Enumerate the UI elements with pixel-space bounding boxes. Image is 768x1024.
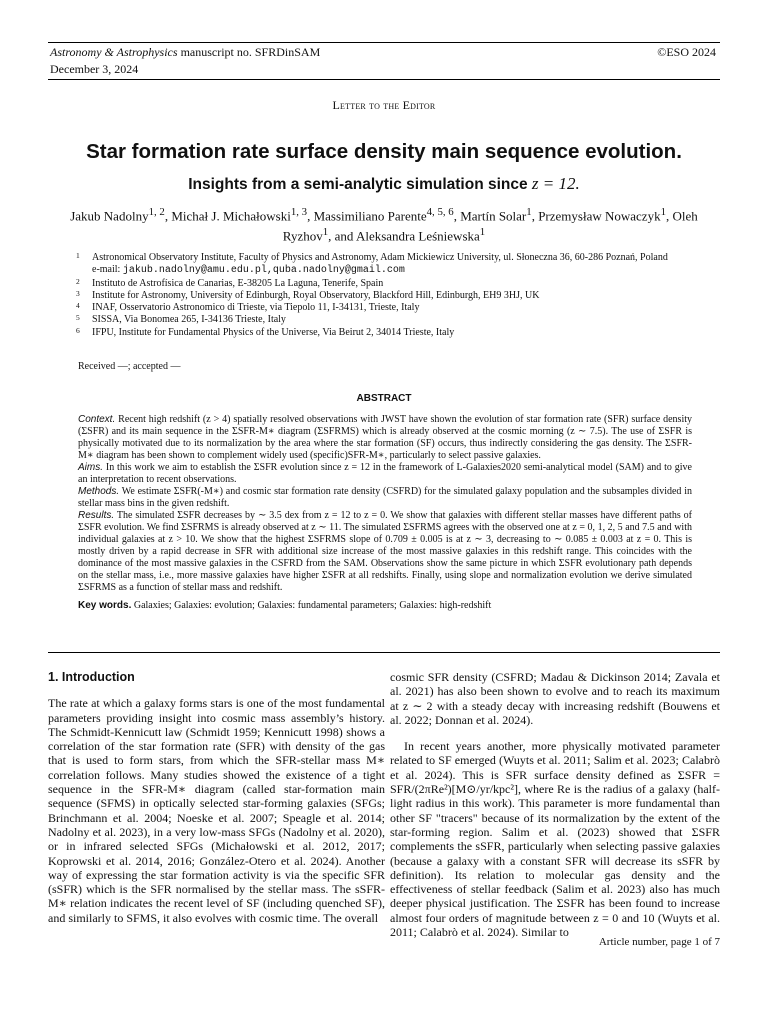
author: Massimiliano Parente: [313, 208, 427, 224]
affiliation-text: Institute for Astronomy, University of Edinburgh, Royal Observatory, Blackford Hill, Edinburgh, EH9 3HJ, UK: [92, 289, 540, 301]
author: Michał J. Michałowski: [171, 208, 291, 224]
left-column: [48, 670, 385, 925]
affiliation-number: 2: [76, 276, 80, 286]
author-affiliation: 4, 5, 6: [426, 206, 454, 218]
abstract-body: [78, 414, 692, 612]
aims-text: In this work we aim to establish the ΣSFR evolution since z = 12 in the framework of L-Galaxies2020 semi-analytical model (SAM) and to give an interpretation to recent observations.: [78, 462, 692, 485]
affiliation-text: INAF, Osservatorio Astronomico di Trieste, via Tiepolo 11, I-34131, Trieste, Italy: [92, 302, 420, 314]
running-header: [48, 42, 720, 80]
affiliation-number: 6: [76, 325, 80, 335]
affiliation-item: [76, 290, 716, 302]
affiliation-text: IFPU, Institute for Fundamental Physics of the Universe, Via Beirut 2, 34014 Trieste, Italy: [92, 326, 455, 338]
author-affiliation: 1: [479, 226, 486, 239]
author: Aleksandra Leśniewska: [355, 228, 480, 244]
affiliation-text: SISSA, Via Bonomea 265, I-34136 Trieste, Italy: [92, 314, 286, 326]
right-column: [390, 670, 720, 939]
abstract-context: [78, 414, 692, 462]
author-affiliation: 1, 3: [290, 206, 308, 218]
results-label: Results.: [78, 510, 115, 521]
methods-label: Methods.: [78, 486, 120, 497]
results-text: The simulated ΣSFR decreases by ∼ 3.5 dex from z = 12 to z = 0. We show that galaxies with different stellar masses have different paths of ΣSFR evolution. We find ΣSFRMS is already observed at z ∼ 11. The simulated ΣSFRMS agrees with the observed one at z = 0, 1, 2, 5 and 7.5 and with individual galaxies at z > 10. We show that the highest ΣSFRMS slope of 0.709 ± 0.005 is at z ∼ 3, decreasing to ∼ 0.085 ± 0.003 at z = 0. This is mostly driven by a rapid decrease in SFR with additional size increase of the most massive galaxies in this redshift range. This coincides with the dominance of the most massive galaxies in the CSFRD from the SAM. Observations show the same picture in which ΣSFR evolutionary path depends on the stellar mass, i.e., more massive galaxies have higher ΣSFR at all redshifts. Finally, using slope and normalization evolution we derive simulated ΣSFRMS as a function of stellar mass and redshift.: [78, 510, 692, 593]
affiliation-item: [76, 252, 716, 278]
keywords-label: Key words.: [78, 600, 132, 611]
email-address[interactable]: jakub.nadolny@amu.edu.pl,quba.nadolny@gmail.com: [122, 265, 405, 277]
affiliation-text: Astronomical Observatory Institute, Faculty of Physics and Astronomy, Adam Mickiewicz University, ul. Słoneczna 36, 60-286 Poznań, Poland: [92, 252, 668, 263]
section-heading: 1. Introduction: [48, 670, 135, 684]
context-text: Recent high redshift (z > 4) spatially resolved observations with JWST have shown the evolution of star formation rate (SFR) surface density (ΣSFR) and its main sequence in the ΣSFR-M∗ diagram (ΣSFRMS) which is already observed at the cosmic morning (z ∼ 7.5). The use of ΣSFR is physically motivated due to its normalization by the area where the star formation (SF) occurs, thus indirectly considering the gas density. The ΣSFR-M∗ diagram has been shown to complement widely used (specific)SFR-M∗, particularly to select passive galaxies.: [78, 414, 692, 461]
author-list: Jakub Nadolny$^{1, 2}$, Michał J. Michałowski$^{1, 3}$, Massimiliano Parente$^{4, 5, 6}$, Martín Solar$^1$, Przemysław Nowaczyk$^1$, Oleh Ryzhov$^1$, and Aleksandra Leśniewska$^1$: [70, 206, 698, 244]
author-affiliation: 1: [526, 206, 532, 218]
abstract-title: ABSTRACT: [356, 393, 412, 404]
abstract-methods: [78, 486, 692, 510]
copyright: ©ESO 2024: [657, 45, 716, 59]
methods-text: We estimate ΣSFR(-M∗) and cosmic star formation rate density (CSFRD) for the simulated galaxy population and the subsamples divided in stellar mass bins in the given redshift.: [78, 486, 692, 509]
affiliation-item: [76, 278, 716, 290]
keywords-text: Galaxies; Galaxies: evolution; Galaxies: fundamental parameters; Galaxies: high-redshift: [131, 600, 492, 611]
author: Martín Solar: [460, 208, 527, 224]
manuscript-number: manuscript no. SFRDinSAM: [177, 45, 321, 59]
author-affiliation: 1: [322, 226, 329, 239]
affiliation-list: [76, 252, 716, 339]
affiliation-item: [76, 302, 716, 314]
aims-label: Aims.: [78, 462, 103, 473]
header-left: [50, 44, 320, 78]
author: Jakub Nadolny: [70, 208, 149, 224]
author: Oleh Ryzhov: [282, 208, 698, 244]
intro-paragraph: cosmic SFR density (CSFRD; Madau & Dickinson 2014; Zavala et al. 2021) has also been shown to evolve and to reach its maximum at z ∼ 2 with a steady decay with increasing redshift (Bouwens et al. 2022; Donnan et al. 2024).: [390, 670, 720, 727]
intro-paragraph: The rate at which a galaxy forms stars is one of the most fundamental parameters providing insight into cosmic mass assembly’s history. The Schmidt-Kennicutt law (Schmidt 1959; Kennicutt 1998) shows a correlation of the star formation rate (SFR) with density of the gas that is used to form stars, from which the SFR-stellar mass M∗ correlation follows. Many studies showed the existence of a tight sequence in the SFR-M∗ diagram (called star-formation main sequence (SFMS) in optically selected star-forming galaxies (SFGs; Brinchmann et al. 2004; Noeske et al. 2007; Speagle et al. 2014; Nadolny et al. 2023), in a very low-mass SFGs (Nadolny et al. 2020), or in infrared selected SFGs (Michałowski et al. 2012, 2017; Koprowski et al. 2014, 2016; González-Otero et al. 2024). Another way of expressing the star formation activity is via the specific SFR (sSFR) which is the SFR normalised by the stellar mass. The sSFR-M∗ relation indicates the recent level of SF (including quenched SF), and similarly to SFMS, it also evolves with cosmic time. The overall: [48, 696, 385, 925]
subtitle-text: Insights from a semi-analytic simulation since: [188, 176, 532, 193]
header-date: December 3, 2024: [50, 62, 139, 76]
affiliation-text: Instituto de Astrofísica de Canarias, E-38205 La Laguna, Tenerife, Spain: [92, 277, 384, 289]
author-affiliation: 1, 2: [148, 206, 165, 218]
author-affiliation: 1: [660, 206, 666, 218]
email-label: e-mail:: [92, 264, 123, 276]
affiliation-number: 1: [76, 251, 80, 260]
subtitle-math: z = 12.: [531, 174, 580, 193]
received-line: Received —; accepted —: [78, 361, 181, 372]
author: Przemysław Nowaczyk: [538, 208, 661, 224]
affiliation-item: [76, 327, 716, 339]
affiliation-item: [76, 314, 716, 326]
keywords: [78, 600, 692, 612]
letter-label: Letter to the Editor: [332, 98, 436, 112]
page-footer: Article number, page 1 of 7: [598, 936, 720, 948]
affiliation-number: 5: [76, 313, 80, 323]
paper-title: Star formation rate surface density main sequence evolution.: [86, 140, 682, 163]
section-divider: [48, 652, 720, 653]
abstract-aims: [78, 462, 692, 486]
affiliation-number: 4: [76, 301, 80, 311]
abstract-results: [78, 510, 692, 594]
context-label: Context.: [78, 414, 116, 425]
intro-paragraph: In recent years another, more physically motivated parameter related to SF emerged (Wuyts et al. 2011; Salim et al. 2023; Calabrò et al. 2024). This is SFR surface density defined as ΣSFR = SFR/(2πRe²)[M⊙/yr/kpc²], where Re is the radius of a galaxy (half-light radius in this work). This parameter is more fundamental than other SF "tracers" because of its normalization by the extent of the star-forming region. Salim et al. (2023) showed that ΣSFR complements the sSFR, particularly when selecting passive galaxies (because a galaxy with a constant SFR will decrease its sSFR by definition). Its relation to molecular gas density and the effectiveness of stellar feedback (Salim et al. 2023) also has much deeper physical justification. The ΣSFR has been found to increase almost four orders of magnitude between z = 0 and 10 (Wuyts et al. 2011; Calabrò et al. 2024). Similar to: [390, 739, 720, 940]
paper-subtitle: [0, 174, 768, 194]
affiliation-number: 3: [76, 288, 80, 298]
journal-name: Astronomy & Astrophysics: [50, 45, 178, 59]
